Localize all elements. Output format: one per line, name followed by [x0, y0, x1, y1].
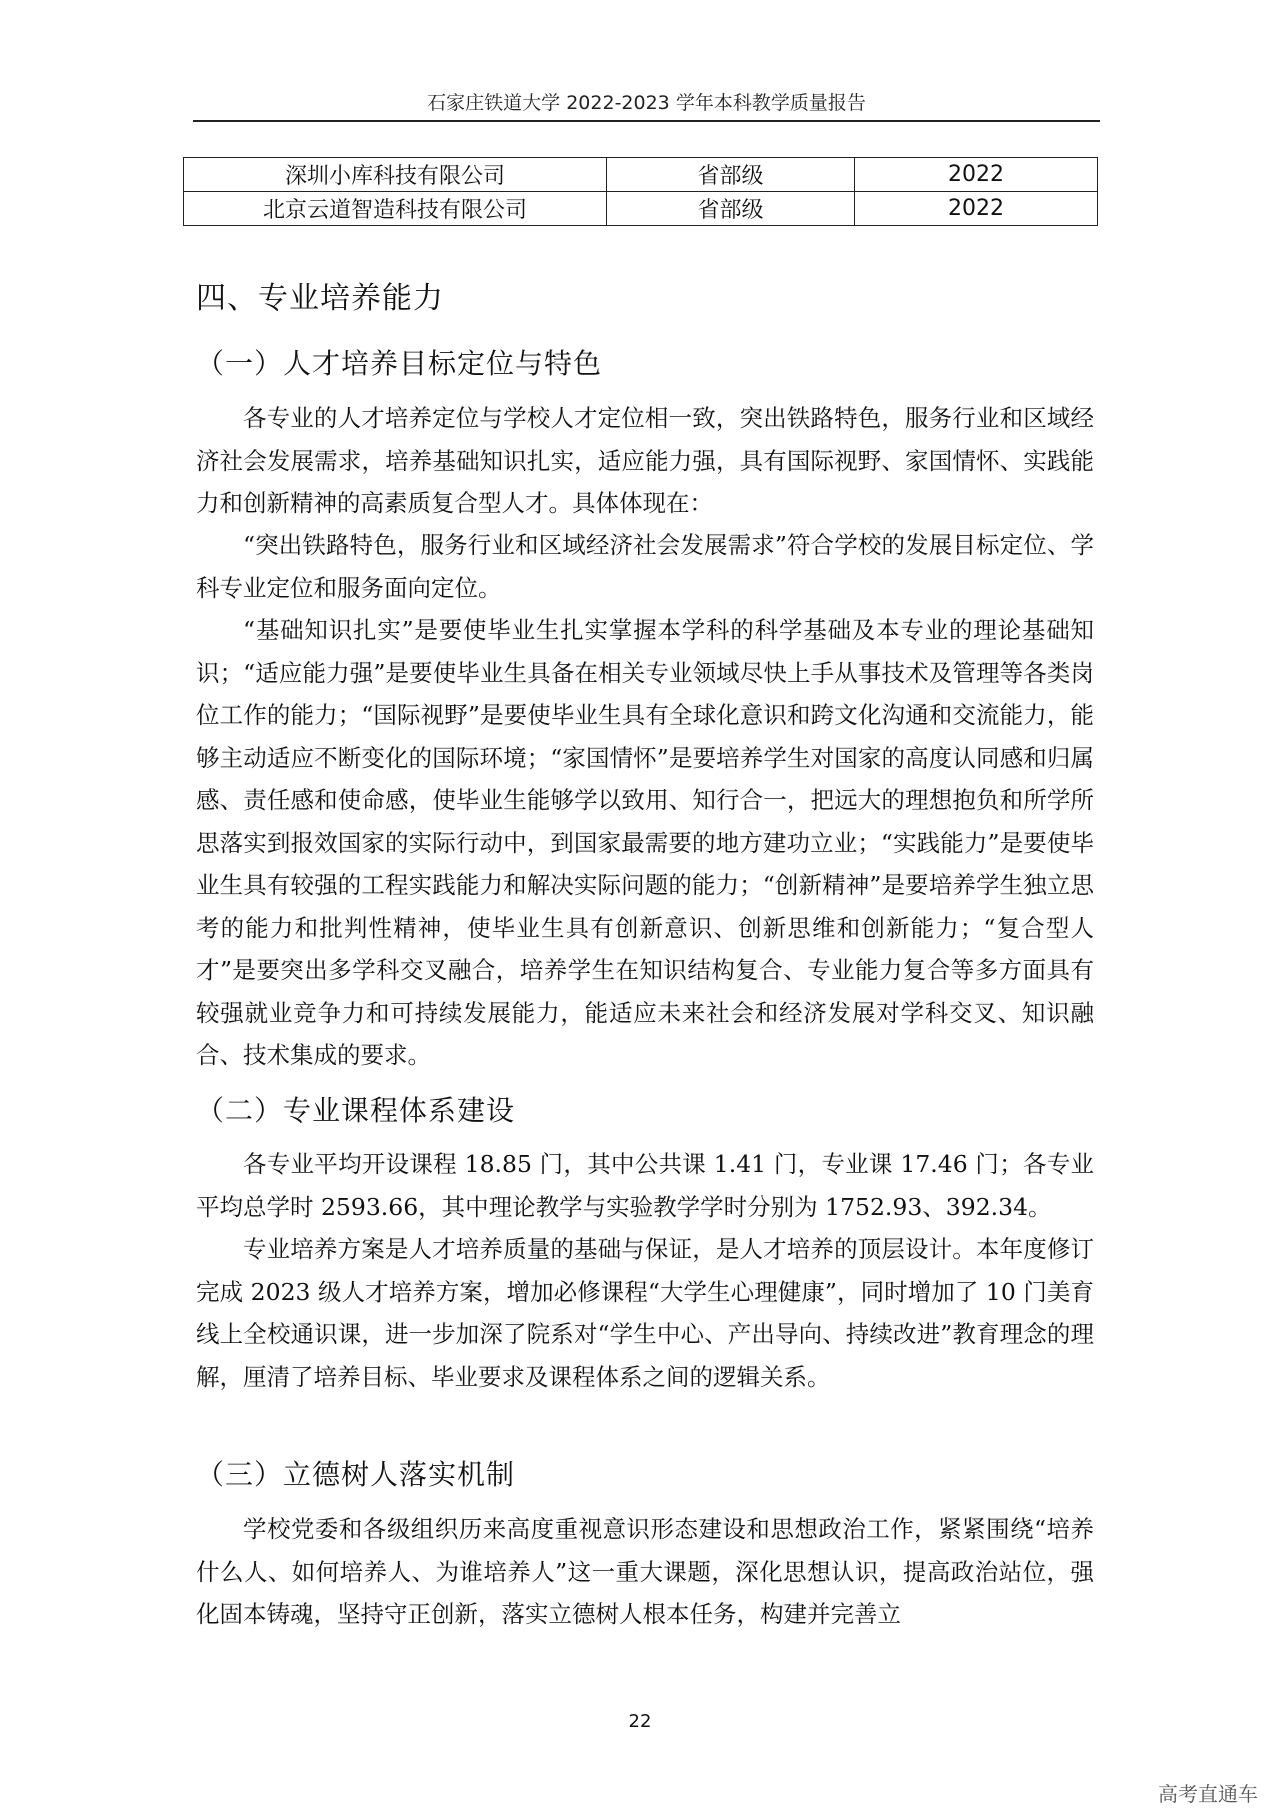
awards-table [183, 157, 1098, 226]
page-number: 22 [628, 1711, 652, 1732]
paragraph: 专业培养方案是人才培养质量的基础与保证，是人才培养的顶层设计。本年度修订完成 2023 级人才培养方案，增加必修课程“大学生心理健康”，同时增加了 10 门美育线上全校通识课，进一步加深了院系对“学生中心、产出导向、持续改进”教育理念的理解，厘清了培养目标、毕业要求及课程体系之间的逻辑关系。 [196, 1235, 1094, 1391]
company-name-cell: 北京云道智造科技有限公司 [184, 192, 607, 226]
paragraph: “突出铁路特色，服务行业和区域经济社会发展需求”符合学校的发展目标定位、学科专业定位和服务面向定位。 [196, 531, 1094, 602]
header-divider [193, 120, 1100, 122]
year-cell: 2022 [854, 192, 1097, 226]
paragraph: 各专业的人才培养定位与学校人才定位相一致，突出铁路特色，服务行业和区域经济社会发展需求，培养基础知识扎实，适应能力强，具有国际视野、家国情怀、实践能力和创新精神的高素质复合型人才。具体体现在： [196, 404, 1094, 517]
table-row [184, 158, 1098, 192]
year-cell: 2022 [854, 158, 1097, 192]
company-name-cell: 深圳小库科技有限公司 [184, 158, 607, 192]
subsection-heading-1: （一）人才培养目标定位与特色 [196, 347, 603, 380]
section-heading: 四、专业培养能力 [196, 281, 444, 316]
paragraph: 学校党委和各级组织历来高度重视意识形态建设和思想政治工作，紧紧围绕“培养什么人、如何培养人、为谁培养人”这一重大课题，深化思想认识，提高政治站位，强化固本铸魂，坚持守正创新，落实立德树人根本任务，构建并完善立 [196, 1515, 1094, 1628]
report-header: 石家庄铁道大学 2022-2023 学年本科教学质量报告 [427, 92, 866, 114]
subsection-heading-3: （三）立德树人落实机制 [196, 1458, 516, 1491]
paragraph: 各专业平均开设课程 18.85 门，其中公共课 1.41 门，专业课 17.46 门；各专业平均总学时 2593.66，其中理论教学与实验教学学时分别为 1752.93、392.34。 [196, 1150, 1094, 1221]
table-row [184, 192, 1098, 226]
level-cell: 省部级 [607, 158, 855, 192]
level-cell: 省部级 [607, 192, 855, 226]
watermark: 高考直通车 [1158, 1782, 1258, 1806]
paragraph: “基础知识扎实”是要使毕业生扎实掌握本学科的科学基础及本专业的理论基础知识；“适应能力强”是要使毕业生具备在相关专业领域尽快上手从事技术及管理等各类岗位工作的能力；“国际视野”是要使毕业生具有全球化意识和跨文化沟通和交流能力，能够主动适应不断变化的国际环境；“家国情怀”是要培养学生对国家的高度认同感和归属感、责任感和使命感，使毕业生能够学以致用、知行合一，把远大的理想抱负和所学所思落实到报效国家的实际行动中，到国家最需要的地方建功立业；“实践能力”是要使毕业生具有较强的工程实践能力和解决实际问题的能力；“创新精神”是要培养学生独立思考的能力和批判性精神，使毕业生具有创新意识、创新思维和创新能力；“复合型人才”是要突出多学科交叉融合，培养学生在知识结构复合、专业能力复合等多方面具有较强就业竞争力和可持续发展能力，能适应未来社会和经济发展对学科交叉、知识融合、技术集成的要求。 [196, 616, 1094, 1069]
subsection-heading-2: （二）专业课程体系建设 [196, 1094, 516, 1127]
